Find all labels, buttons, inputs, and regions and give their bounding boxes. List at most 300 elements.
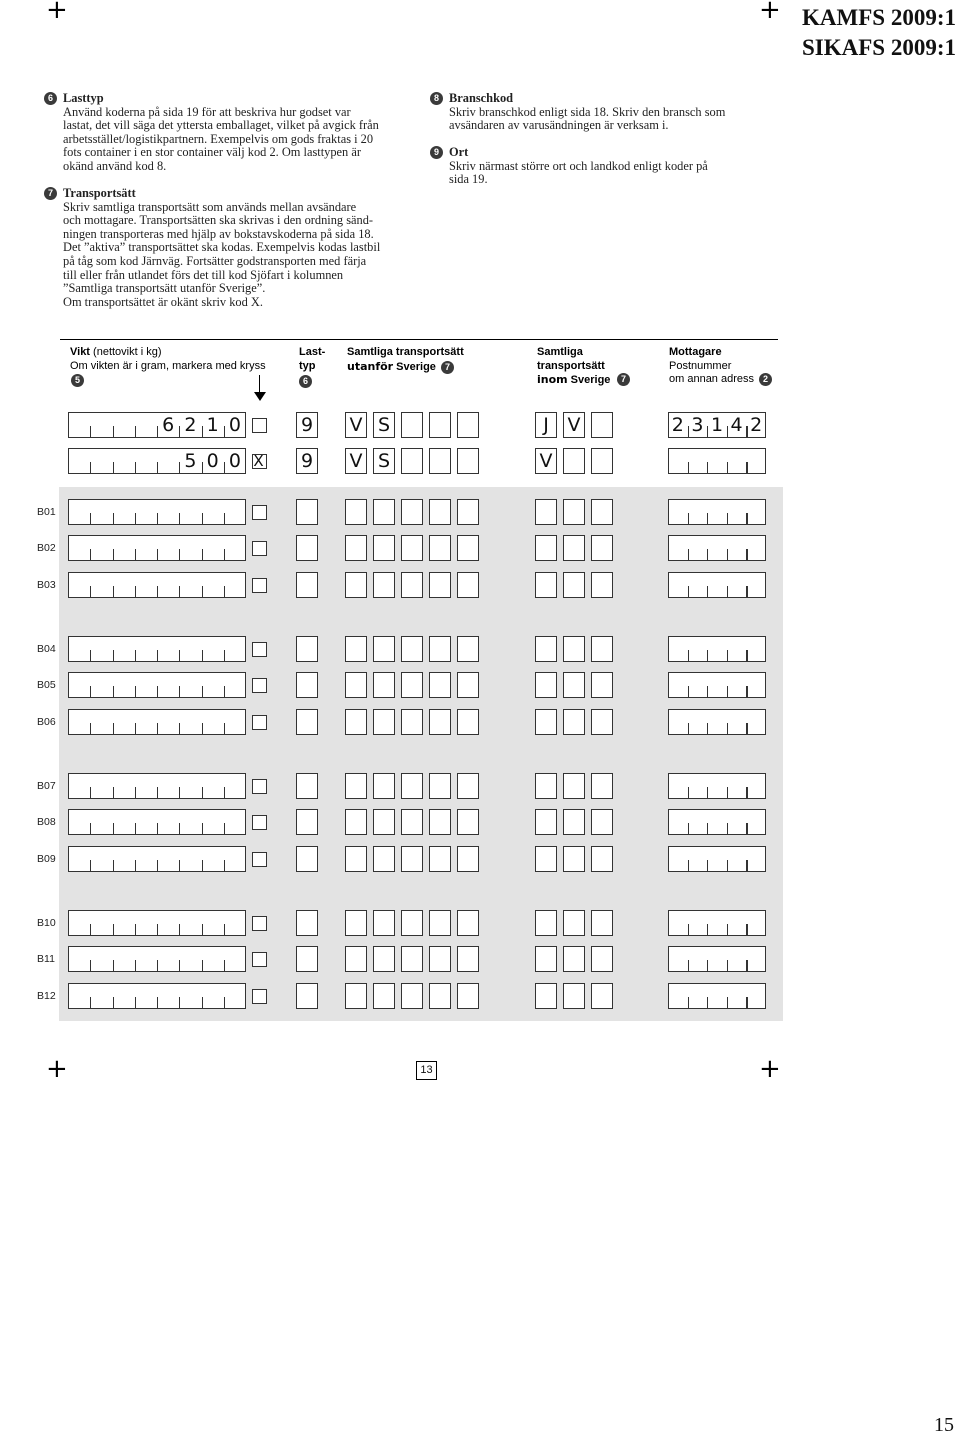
postnummer-divider xyxy=(707,960,708,971)
transport-inom-value: V xyxy=(567,414,581,436)
row-label: B01 xyxy=(37,506,56,518)
postnummer-divider xyxy=(688,650,689,661)
section-number-6: 6 xyxy=(44,92,57,105)
postnummer-divider xyxy=(707,787,708,798)
weight-digit: 5 xyxy=(184,450,197,472)
transport-inom-field[interactable] xyxy=(563,773,585,799)
transport-utanfor-field[interactable] xyxy=(401,672,423,698)
inom-line2: transportsätt xyxy=(537,359,605,372)
utanfor-line2: Sverige xyxy=(393,360,436,373)
weight-field-divider xyxy=(179,787,180,798)
lasttyp-field[interactable] xyxy=(296,773,318,799)
page-box-13: 13 xyxy=(416,1061,437,1080)
postnummer-divider xyxy=(688,997,689,1008)
lasttyp-line2: typ xyxy=(299,359,316,372)
postnummer-divider xyxy=(688,860,689,871)
transport-inom-field[interactable] xyxy=(535,572,557,598)
row-label: B11 xyxy=(37,953,55,965)
row-label: B04 xyxy=(37,643,56,655)
weight-field-divider xyxy=(202,787,203,798)
transport-inom-field[interactable] xyxy=(591,846,613,872)
vikt-subtitle: (nettovikt i kg) xyxy=(89,346,162,358)
transport-utanfor-field[interactable] xyxy=(373,499,395,525)
weight-field-divider xyxy=(202,960,203,971)
transport-utanfor-field[interactable] xyxy=(345,672,367,698)
gram-checkbox[interactable] xyxy=(252,418,267,433)
postnummer-divider xyxy=(707,586,708,597)
weight-field-divider xyxy=(135,650,136,661)
transport-utanfor-field[interactable] xyxy=(401,983,423,1009)
transport-utanfor-field[interactable] xyxy=(345,809,367,835)
weight-field-divider xyxy=(135,787,136,798)
transport-utanfor-field[interactable] xyxy=(373,672,395,698)
gram-checkbox[interactable] xyxy=(252,642,267,657)
gram-checkbox[interactable] xyxy=(252,715,267,730)
transport-utanfor-field[interactable] xyxy=(429,910,451,936)
postnummer-divider xyxy=(707,723,708,734)
transport-utanfor-field[interactable] xyxy=(429,499,451,525)
lasttyp-field[interactable] xyxy=(296,572,318,598)
postnummer-field[interactable] xyxy=(668,773,766,799)
transport-utanfor-field[interactable] xyxy=(457,910,479,936)
transport-utanfor-field[interactable] xyxy=(429,412,451,438)
transport-utanfor-field[interactable] xyxy=(401,910,423,936)
lasttyp-value: 9 xyxy=(300,414,314,436)
postnummer-divider xyxy=(746,586,747,597)
weight-field-divider xyxy=(224,860,225,871)
weight-field-divider xyxy=(113,462,114,473)
transport-utanfor-field[interactable] xyxy=(429,535,451,561)
column-number-7-inom: 7 xyxy=(617,373,630,386)
transport-inom-field[interactable] xyxy=(563,946,585,972)
row-label: B08 xyxy=(37,816,56,828)
postnummer-field[interactable] xyxy=(668,572,766,598)
transport-utanfor-field[interactable] xyxy=(345,499,367,525)
weight-field-divider xyxy=(224,650,225,661)
lasttyp-field[interactable] xyxy=(296,809,318,835)
weight-field-divider xyxy=(202,549,203,560)
transport-utanfor-field[interactable] xyxy=(373,773,395,799)
lasttyp-field[interactable] xyxy=(296,983,318,1009)
lasttyp-value: 9 xyxy=(300,450,314,472)
weight-field-divider xyxy=(135,860,136,871)
transport-inom-field[interactable] xyxy=(563,910,585,936)
transport-inom-field[interactable] xyxy=(591,773,613,799)
weight-field-divider xyxy=(224,787,225,798)
transport-utanfor-field[interactable] xyxy=(401,412,423,438)
transport-utanfor-field[interactable] xyxy=(345,709,367,735)
arrow-head-icon xyxy=(254,392,266,401)
postnummer-divider xyxy=(746,650,747,661)
transport-utanfor-field[interactable] xyxy=(345,636,367,662)
weight-field-divider xyxy=(179,997,180,1008)
postnummer-divider xyxy=(688,513,689,524)
transport-inom-field[interactable] xyxy=(535,773,557,799)
transport-utanfor-field[interactable] xyxy=(429,809,451,835)
postnummer-field[interactable] xyxy=(668,946,766,972)
transport-utanfor-field[interactable] xyxy=(401,846,423,872)
utanfor-line1: Samtliga transportsätt xyxy=(347,346,464,358)
section-branschkod xyxy=(449,92,769,133)
postnummer-field[interactable] xyxy=(668,499,766,525)
postnummer-divider xyxy=(727,462,728,473)
transport-utanfor-field[interactable] xyxy=(457,846,479,872)
section-body: Skriv samtliga transportsätt som används mellan avsändare och mottagare. Transportsätten ska skrivas i den ordning sänd- ningen transporteras med hjälp av bokstavskoderna på sida 18. Det ”aktiva” transportsättet ska kodas. Exempelvis kodas lastbil på tåg som kod Järnväg. Fortsätter godstransporten med färja till eller från utlandet förs det till kod Sjöfart i kolumnen ”Samtliga transportsätt utanför Sverige”. Om transportsättet är okänt skriv kod X. xyxy=(63,199,381,309)
postnummer-field[interactable] xyxy=(668,910,766,936)
gram-checkbox[interactable] xyxy=(252,578,267,593)
row-label: B07 xyxy=(37,780,56,792)
weight-field-divider xyxy=(202,997,203,1008)
gram-checkbox[interactable] xyxy=(252,989,267,1004)
weight-field-divider xyxy=(157,997,158,1008)
weight-field-divider xyxy=(157,462,158,473)
column-header-vikt xyxy=(70,346,266,373)
weight-field-divider xyxy=(157,960,158,971)
weight-field-divider xyxy=(157,513,158,524)
postnummer-divider xyxy=(707,513,708,524)
weight-field-divider xyxy=(113,960,114,971)
section-transportsatt xyxy=(63,187,403,309)
weight-digit: 0 xyxy=(206,450,219,472)
gram-checkbox[interactable] xyxy=(252,678,267,693)
weight-digit: 0 xyxy=(228,450,241,472)
weight-field-divider xyxy=(90,924,91,935)
transport-inom-field[interactable] xyxy=(535,636,557,662)
gram-checkbox[interactable] xyxy=(252,454,267,469)
transport-inom-field[interactable] xyxy=(563,636,585,662)
transport-utanfor-field[interactable] xyxy=(401,535,423,561)
transport-utanfor-field[interactable] xyxy=(373,709,395,735)
postnummer-divider xyxy=(727,787,728,798)
postnummer-divider xyxy=(707,924,708,935)
weight-field-divider xyxy=(113,513,114,524)
postnummer-field[interactable] xyxy=(668,983,766,1009)
transport-inom-field[interactable] xyxy=(591,535,613,561)
postnummer-divider xyxy=(727,997,728,1008)
column-header-mottagare xyxy=(669,346,754,387)
postnummer-divider xyxy=(688,924,689,935)
transport-inom-field[interactable] xyxy=(563,672,585,698)
transport-inom-value: J xyxy=(543,414,549,436)
gram-checkbox[interactable] xyxy=(252,541,267,556)
weight-digit: 1 xyxy=(206,414,219,436)
postnummer-digit: 1 xyxy=(710,414,724,436)
weight-field-divider xyxy=(113,549,114,560)
transport-inom-field[interactable] xyxy=(535,672,557,698)
transport-inom-field[interactable] xyxy=(591,499,613,525)
transport-utanfor-field[interactable] xyxy=(457,572,479,598)
weight-field-divider xyxy=(90,586,91,597)
transport-inom-field[interactable] xyxy=(535,946,557,972)
postnummer-digit: 3 xyxy=(691,414,704,436)
transport-utanfor-field[interactable] xyxy=(429,672,451,698)
postnummer-divider xyxy=(707,823,708,834)
weight-field-divider xyxy=(179,513,180,524)
transport-utanfor-field[interactable] xyxy=(457,535,479,561)
weight-digit: 0 xyxy=(228,414,241,436)
weight-field-divider xyxy=(224,924,225,935)
section-body: Skriv närmast större ort och landkod enligt koder på sida 19. xyxy=(449,158,708,187)
postnummer-divider xyxy=(727,723,728,734)
transport-utanfor-field[interactable] xyxy=(429,636,451,662)
transport-inom-field[interactable] xyxy=(535,983,557,1009)
weight-field-divider xyxy=(135,924,136,935)
transport-utanfor-field[interactable] xyxy=(373,535,395,561)
weight-field-divider xyxy=(113,723,114,734)
section-lasttyp xyxy=(63,92,403,174)
lasttyp-field[interactable] xyxy=(296,709,318,735)
weight-field-divider xyxy=(90,860,91,871)
mottagare-title: Mottagare xyxy=(669,346,722,358)
transport-utanfor-field[interactable] xyxy=(401,499,423,525)
weight-field-divider xyxy=(179,924,180,935)
transport-inom-field[interactable] xyxy=(591,636,613,662)
weight-field-divider xyxy=(224,723,225,734)
transport-inom-field[interactable] xyxy=(591,910,613,936)
transport-utanfor-field[interactable] xyxy=(401,572,423,598)
postnummer-field[interactable] xyxy=(668,809,766,835)
mottagare-annan-adress: om annan adress xyxy=(669,373,754,385)
transport-utanfor-field[interactable] xyxy=(457,412,479,438)
transport-utanfor-field[interactable] xyxy=(457,983,479,1009)
gram-checkbox[interactable] xyxy=(252,815,267,830)
transport-utanfor-field[interactable] xyxy=(373,983,395,1009)
row-label: B09 xyxy=(37,853,56,865)
lasttyp-line1: Last- xyxy=(299,346,326,358)
transport-utanfor-field[interactable] xyxy=(429,572,451,598)
lasttyp-field[interactable] xyxy=(296,499,318,525)
postnummer-divider xyxy=(746,686,747,697)
transport-inom-field[interactable] xyxy=(563,572,585,598)
lasttyp-field[interactable] xyxy=(296,672,318,698)
transport-inom-field[interactable] xyxy=(535,535,557,561)
transport-utanfor-field[interactable] xyxy=(345,773,367,799)
postnummer-divider xyxy=(746,924,747,935)
arrow-down-icon xyxy=(259,375,260,393)
weight-field-divider xyxy=(113,924,114,935)
postnummer-divider xyxy=(746,462,747,473)
document-code-sikafs: SIKAFS 2009:1 xyxy=(802,35,956,60)
transport-inom-field[interactable] xyxy=(591,412,613,438)
transport-utanfor-field[interactable] xyxy=(345,946,367,972)
transport-inom-field[interactable] xyxy=(591,572,613,598)
weight-field-divider xyxy=(224,960,225,971)
transport-utanfor-field[interactable] xyxy=(457,499,479,525)
transport-inom-field[interactable] xyxy=(563,499,585,525)
transport-utanfor-field[interactable] xyxy=(345,910,367,936)
gram-checkbox[interactable] xyxy=(252,916,267,931)
weight-field-divider xyxy=(157,723,158,734)
transport-utanfor-field[interactable] xyxy=(373,910,395,936)
weight-field-divider xyxy=(90,723,91,734)
gram-checkbox[interactable] xyxy=(252,852,267,867)
transport-utanfor-field[interactable] xyxy=(457,773,479,799)
row-label: B10 xyxy=(37,917,56,929)
postnummer-field[interactable] xyxy=(668,535,766,561)
transport-utanfor-field[interactable] xyxy=(429,448,451,474)
weight-field-divider xyxy=(90,549,91,560)
transport-utanfor-field[interactable] xyxy=(373,572,395,598)
transport-inom-field[interactable] xyxy=(591,709,613,735)
weight-field-divider xyxy=(157,860,158,871)
section-ort xyxy=(449,146,769,187)
weight-field-divider xyxy=(179,960,180,971)
transport-inom-field[interactable] xyxy=(591,809,613,835)
postnummer-field[interactable] xyxy=(668,636,766,662)
gram-checkbox[interactable] xyxy=(252,779,267,794)
gram-checkbox[interactable] xyxy=(252,952,267,967)
crop-mark-bottom-right: + xyxy=(759,1054,781,1084)
transport-utanfor-field[interactable] xyxy=(345,535,367,561)
postnummer-field[interactable] xyxy=(668,709,766,735)
transport-utanfor-field[interactable] xyxy=(373,636,395,662)
postnummer-field[interactable] xyxy=(668,672,766,698)
weight-field-divider xyxy=(202,723,203,734)
weight-field-divider xyxy=(113,823,114,834)
transport-utanfor-field[interactable] xyxy=(345,846,367,872)
weight-field-divider xyxy=(90,426,91,437)
transport-utanfor-field[interactable] xyxy=(429,709,451,735)
lasttyp-field[interactable] xyxy=(296,636,318,662)
postnummer-divider xyxy=(746,960,747,971)
row-label: B06 xyxy=(37,716,56,728)
transport-utanfor-field[interactable] xyxy=(429,846,451,872)
weight-field-divider xyxy=(157,586,158,597)
transport-inom-field[interactable] xyxy=(591,946,613,972)
postnummer-divider xyxy=(707,462,708,473)
weight-field-divider xyxy=(224,586,225,597)
weight-field-divider xyxy=(179,549,180,560)
section-title: Ort xyxy=(449,145,469,159)
weight-field-divider xyxy=(90,686,91,697)
transport-utanfor-field[interactable] xyxy=(345,983,367,1009)
lasttyp-field[interactable] xyxy=(296,535,318,561)
transport-inom-field[interactable] xyxy=(591,983,613,1009)
gram-check-mark: X xyxy=(253,452,264,470)
transport-inom-field[interactable] xyxy=(591,448,613,474)
column-number-6: 6 xyxy=(299,375,312,388)
postnummer-digit: 4 xyxy=(730,414,743,436)
transport-inom-field[interactable] xyxy=(535,809,557,835)
transport-inom-field[interactable] xyxy=(535,910,557,936)
transport-utanfor-field[interactable] xyxy=(457,636,479,662)
transport-utanfor-field[interactable] xyxy=(373,946,395,972)
section-title: Branschkod xyxy=(449,91,514,105)
weight-digit: 6 xyxy=(162,414,175,436)
postnummer-divider xyxy=(707,686,708,697)
inom-emphasis: inom xyxy=(537,373,568,386)
lasttyp-field[interactable] xyxy=(296,946,318,972)
crop-mark-top-left: + xyxy=(46,0,68,25)
postnummer-divider xyxy=(727,686,728,697)
vikt-title: Vikt xyxy=(70,346,90,358)
gram-checkbox[interactable] xyxy=(252,505,267,520)
weight-field-divider xyxy=(179,723,180,734)
postnummer-divider xyxy=(707,549,708,560)
transport-utanfor-field[interactable] xyxy=(457,709,479,735)
page-number: 15 xyxy=(934,1414,954,1436)
transport-utanfor-field[interactable] xyxy=(401,448,423,474)
weight-field-divider xyxy=(113,650,114,661)
lasttyp-field[interactable] xyxy=(296,910,318,936)
transport-utanfor-field[interactable] xyxy=(401,773,423,799)
postnummer-divider xyxy=(688,960,689,971)
transport-utanfor-field[interactable] xyxy=(401,709,423,735)
postnummer-divider xyxy=(727,586,728,597)
postnummer-divider xyxy=(746,549,747,560)
transport-utanfor-field[interactable] xyxy=(457,448,479,474)
row-label: B03 xyxy=(37,579,56,591)
document-code xyxy=(802,3,956,63)
weight-field-divider xyxy=(157,650,158,661)
transport-utanfor-field[interactable] xyxy=(457,946,479,972)
transport-utanfor-field[interactable] xyxy=(457,672,479,698)
transport-utanfor-field[interactable] xyxy=(401,809,423,835)
column-number-2: 2 xyxy=(759,373,772,386)
weight-field-divider xyxy=(179,586,180,597)
transport-utanfor-value: S xyxy=(377,450,391,472)
transport-utanfor-field[interactable] xyxy=(457,809,479,835)
transport-utanfor-value: S xyxy=(377,414,391,436)
postnummer-divider xyxy=(727,924,728,935)
transport-utanfor-field[interactable] xyxy=(345,572,367,598)
weight-field-divider xyxy=(135,513,136,524)
weight-field-divider xyxy=(135,686,136,697)
column-number-5: 5 xyxy=(71,374,84,387)
postnummer-divider xyxy=(727,549,728,560)
mottagare-postnummer: Postnummer xyxy=(669,359,732,372)
weight-field-divider xyxy=(113,860,114,871)
transport-inom-field[interactable] xyxy=(535,846,557,872)
inom-line3: Sverige xyxy=(567,374,611,386)
transport-utanfor-field[interactable] xyxy=(429,773,451,799)
weight-field-divider xyxy=(90,960,91,971)
weight-field-divider xyxy=(135,586,136,597)
transport-inom-field[interactable] xyxy=(563,448,585,474)
transport-inom-field[interactable] xyxy=(563,846,585,872)
weight-field-divider xyxy=(157,823,158,834)
transport-inom-field[interactable] xyxy=(535,709,557,735)
weight-field-divider xyxy=(90,462,91,473)
section-body: Skriv branschkod enligt sida 18. Skriv den bransch som avsändaren av varusändningen är verksam i. xyxy=(449,104,726,133)
lasttyp-field[interactable] xyxy=(296,846,318,872)
weight-field-divider xyxy=(90,650,91,661)
transport-utanfor-field[interactable] xyxy=(373,809,395,835)
transport-inom-field[interactable] xyxy=(591,672,613,698)
weight-field-divider xyxy=(135,549,136,560)
transport-utanfor-field[interactable] xyxy=(401,946,423,972)
transport-inom-field[interactable] xyxy=(563,535,585,561)
postnummer-field[interactable] xyxy=(668,448,766,474)
transport-inom-field[interactable] xyxy=(535,499,557,525)
transport-utanfor-field[interactable] xyxy=(401,636,423,662)
transport-utanfor-field[interactable] xyxy=(429,983,451,1009)
postnummer-digit: 2 xyxy=(750,414,763,436)
vikt-instruction: Om vikten är i gram, markera med kryss xyxy=(70,359,266,372)
postnummer-field[interactable] xyxy=(668,846,766,872)
weight-field-divider xyxy=(157,787,158,798)
transport-inom-field[interactable] xyxy=(563,983,585,1009)
weight-field-divider xyxy=(224,997,225,1008)
transport-inom-value: V xyxy=(539,450,553,472)
transport-utanfor-field[interactable] xyxy=(373,846,395,872)
section-number-9: 9 xyxy=(430,146,443,159)
transport-utanfor-field[interactable] xyxy=(429,946,451,972)
transport-inom-field[interactable] xyxy=(563,809,585,835)
weight-field-divider xyxy=(202,924,203,935)
transport-inom-field[interactable] xyxy=(563,709,585,735)
column-header-inom xyxy=(537,346,610,388)
